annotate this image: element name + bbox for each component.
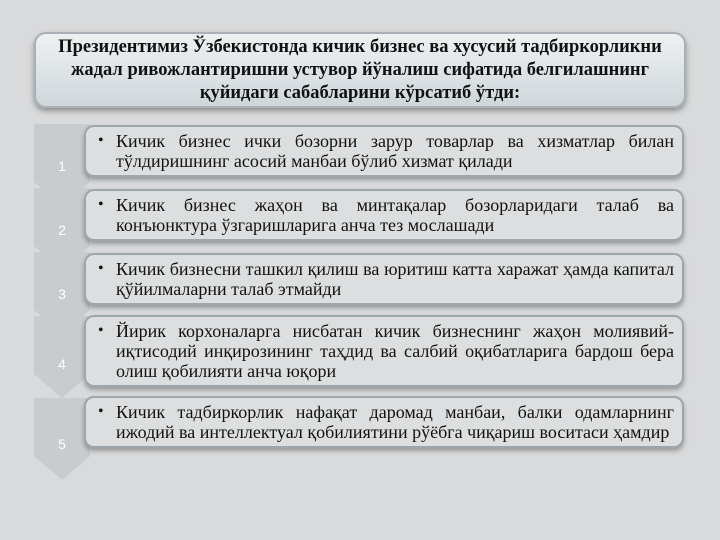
- item-text-3: Кичик бизнесни ташкил қилиш ва юритиш катта харажат ҳамда капитал қўйилмаларни талаб этмайди: [116, 259, 674, 299]
- title-box: [34, 32, 686, 108]
- step-number-5: 5: [58, 436, 66, 452]
- item-box-3: [84, 253, 684, 305]
- step-number-3: 3: [58, 286, 66, 302]
- step-number-2: 2: [58, 222, 66, 238]
- item-box-5: [84, 396, 684, 448]
- item-text-4: Йирик корхоналарга нисбатан кичик бизнеснинг жаҳон молиявий-иқтисодий инқирозининг таҳдид ва салбий оқибатларига бардош бера олиш қобилияти анча юқори: [116, 321, 674, 381]
- step-arrow-5: [34, 398, 90, 480]
- item-text-2: Кичик бизнес жаҳон ва минтақалар бозорларидаги талаб ва конъюнктура ўзгаришларига анча тез мослашади: [116, 195, 674, 235]
- item-box-2: [84, 189, 684, 241]
- item-box-1: [84, 125, 684, 177]
- item-text-1: Кичик бизнес ички бозорни зарур товарлар ва хизматлар билан тўлдиришнинг асосий манбаи бўлиб хизмат қилади: [116, 131, 674, 171]
- step-arrow-4: [34, 316, 90, 398]
- item-text-5: Кичик тадбиркорлик нафақат даромад манбаи, балки одамларнинг ижодий ва интеллектуал қобилиятини рўёбга чиқариш воситаси ҳамдир: [116, 402, 674, 442]
- bullet-icon: •: [98, 260, 104, 277]
- bullet-icon: •: [98, 132, 104, 149]
- bullet-icon: •: [98, 322, 104, 339]
- step-number-4: 4: [58, 356, 66, 372]
- bullet-icon: •: [98, 196, 104, 213]
- slide-title: Президентимиз Ўзбекистонда кичик бизнес ва хусусий тадбиркорликни жадал ривожлантиришни устувор йўналиш сифатида белгилашнинг қуйидаги сабабларини кўрсатиб ўтди:: [58, 36, 662, 103]
- step-number-1: 1: [58, 158, 66, 174]
- item-box-4: [84, 315, 684, 387]
- bullet-icon: •: [98, 403, 104, 420]
